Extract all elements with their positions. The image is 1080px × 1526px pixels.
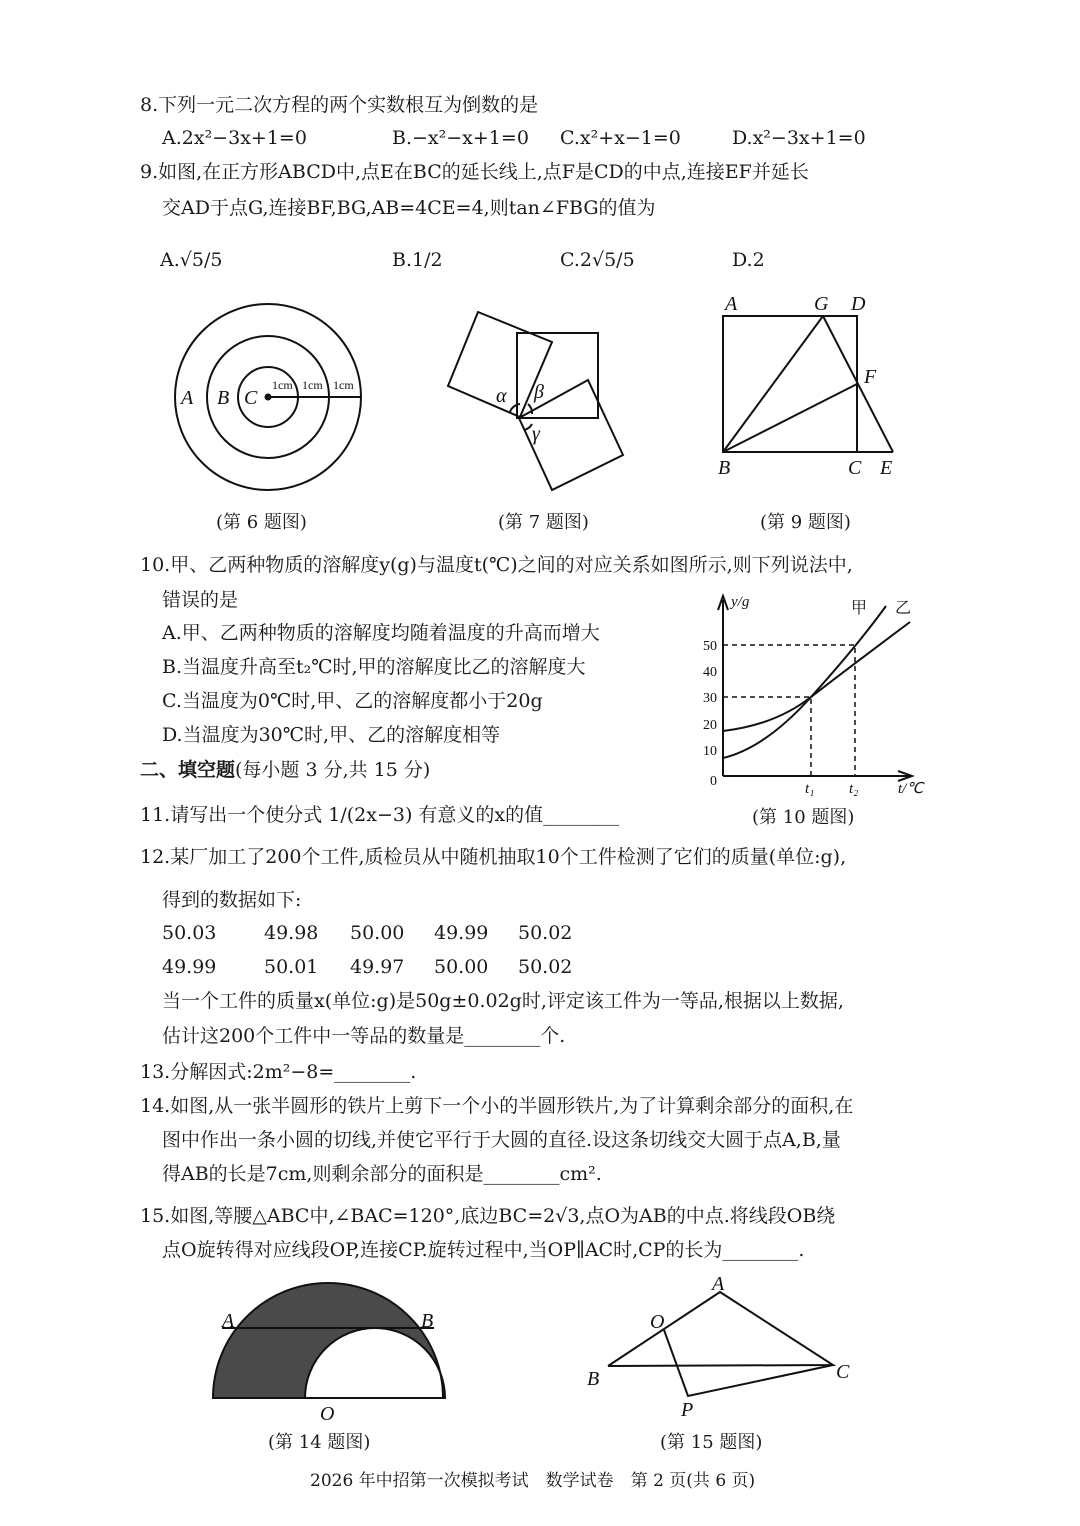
q12-row-1-v3: 50.00 bbox=[350, 922, 405, 944]
fig10-tick-40: 40 bbox=[703, 665, 717, 680]
fig7-label-beta: β bbox=[534, 381, 544, 403]
fig15-label-a: A bbox=[712, 1273, 725, 1295]
fig9-label-f: F bbox=[864, 366, 877, 388]
fig6-label-1cm-2: 1cm bbox=[302, 378, 323, 392]
q15-stem-1: 15.如图,等腰△ABC中,∠BAC=120°,底边BC=2√3,点O为AB的中点.将线段OB绕 bbox=[140, 1205, 836, 1227]
fig10-legend-jia: 甲 bbox=[851, 600, 868, 617]
fig9-label-b: B bbox=[718, 457, 731, 479]
q12-stem-3: 当一个工件的质量x(单位:g)是50g±0.02g时,评定该工件为一等品,根据以上数据, bbox=[162, 990, 844, 1012]
q12-row-1-v5: 50.02 bbox=[518, 922, 573, 944]
section-2-heading bbox=[140, 758, 430, 782]
fig10-y-axis-label: y/g bbox=[731, 594, 750, 610]
fig6-label-1cm-3: 1cm bbox=[333, 378, 354, 392]
fig15-label-c: C bbox=[836, 1361, 850, 1383]
q14-stem-1: 14.如图,从一张半圆形的铁片上剪下一个小的半圆形铁片,为了计算剩余部分的面积,在 bbox=[140, 1095, 854, 1117]
fig6-label-b: B bbox=[217, 387, 230, 409]
fig6-label-c: C bbox=[244, 387, 258, 409]
page-footer: 2026 年中招第一次模拟考试 数学试卷 第 2 页(共 6 页) bbox=[310, 1471, 756, 1491]
q8-option-a: A.2x²−3x+1=0 bbox=[162, 127, 307, 149]
fig14-label-b: B bbox=[421, 1310, 434, 1332]
q12-row-1-v2: 49.98 bbox=[264, 922, 319, 944]
q14-stem-3: 得AB的长是7cm,则剩余部分的面积是________cm². bbox=[162, 1163, 602, 1185]
section-2-title: 二、填空题 bbox=[140, 759, 236, 781]
fig15-label-b: B bbox=[587, 1368, 600, 1390]
q12-stem-4: 估计这200个工件中一等品的数量是________个. bbox=[162, 1025, 566, 1047]
q15-stem-2: 点O旋转得对应线段OP,连接CP.旋转过程中,当OP∥AC时,CP的长为________. bbox=[162, 1239, 805, 1261]
q10-option-c: C.当温度为0℃时,甲、乙的溶解度都小于20g bbox=[162, 690, 543, 712]
q9-option-c: C.2√5/5 bbox=[560, 249, 635, 271]
fig7-caption: (第 7 题图) bbox=[498, 512, 589, 533]
fig15-caption: (第 15 题图) bbox=[660, 1432, 763, 1453]
fig10-caption: (第 10 题图) bbox=[752, 807, 855, 828]
fig6-label-1cm-1: 1cm bbox=[272, 378, 293, 392]
q12-row-2-v4: 50.00 bbox=[434, 956, 489, 978]
fig10-curve-jia bbox=[723, 606, 886, 758]
fig10-tick-30: 30 bbox=[703, 691, 717, 706]
q9-option-d: D.2 bbox=[732, 249, 765, 271]
q14-stem-2: 图中作出一条小圆的切线,并使它平行于大圆的直径.设这条切线交大圆于点A,B,量 bbox=[162, 1129, 841, 1151]
q11-text: 11.请写出一个使分式 1/(2x−3) 有意义的x的值________ bbox=[140, 804, 620, 826]
fig10-tick-t2: t₂ bbox=[849, 781, 859, 797]
q9-stem-1: 9.如图,在正方形ABCD中,点E在BC的延长线上,点F是CD的中点,连接EF并延长 bbox=[140, 161, 809, 183]
q10-option-d: D.当温度为30℃时,甲、乙的溶解度相等 bbox=[162, 724, 501, 746]
fig10-tick-20: 20 bbox=[703, 718, 717, 733]
q12-row-2-v1: 49.99 bbox=[162, 956, 217, 978]
q8-stem: 8.下列一元二次方程的两个实数根互为倒数的是 bbox=[140, 94, 539, 116]
fig10-tick-50: 50 bbox=[703, 639, 717, 654]
q9-option-b: B.1/2 bbox=[392, 249, 443, 271]
fig10-legend-yi: 乙 bbox=[895, 600, 912, 617]
fig10-y-ticks bbox=[703, 639, 717, 789]
q12-row-2-v5: 50.02 bbox=[518, 956, 573, 978]
section-2-note: (每小题 3 分,共 15 分) bbox=[235, 759, 431, 781]
q13-text: 13.分解因式:2m²−8=________. bbox=[140, 1061, 417, 1083]
q10-stem-2: 错误的是 bbox=[162, 589, 239, 611]
q9-option-a: A.√5/5 bbox=[160, 249, 223, 271]
q9-stem-2: 交AD于点G,连接BF,BG,AB=4CE=4,则tan∠FBG的值为 bbox=[162, 197, 656, 219]
fig10-axes bbox=[718, 596, 912, 781]
fig14-label-o: O bbox=[320, 1403, 335, 1425]
q12-stem-1: 12.某厂加工了200个工件,质检员从中随机抽取10个工件检测了它们的质量(单位:g), bbox=[140, 846, 847, 868]
fig10-tick-10: 10 bbox=[703, 744, 717, 759]
q8-option-c: C.x²+x−1=0 bbox=[560, 127, 681, 149]
fig15-triangle bbox=[608, 1292, 833, 1396]
q10-option-a: A.甲、乙两种物质的溶解度均随着温度的升高而增大 bbox=[162, 622, 600, 644]
fig6-label-a: A bbox=[181, 387, 194, 409]
q12-row-1-v4: 49.99 bbox=[434, 922, 489, 944]
fig7-label-alpha: α bbox=[496, 385, 507, 407]
fig10-tick-t1: t₁ bbox=[805, 781, 815, 797]
q8-option-d: D.x²−3x+1=0 bbox=[732, 127, 866, 149]
q8-option-b: B.−x²−x+1=0 bbox=[392, 127, 529, 149]
fig15-label-o: O bbox=[650, 1311, 665, 1333]
fig9-label-d: D bbox=[851, 293, 866, 315]
fig10-curve-yi bbox=[723, 622, 910, 731]
fig10-tick-0: 0 bbox=[710, 774, 717, 789]
fig9-caption: (第 9 题图) bbox=[760, 512, 851, 533]
fig9-label-e: E bbox=[880, 457, 893, 479]
fig10-x-axis-label: t/℃ bbox=[898, 781, 924, 797]
fig7-label-gamma: γ bbox=[532, 423, 540, 445]
fig9-label-g: G bbox=[814, 293, 829, 315]
q10-option-b: B.当温度升高至t₂℃时,甲的溶解度比乙的溶解度大 bbox=[162, 656, 586, 678]
q12-row-2-v2: 50.01 bbox=[264, 956, 319, 978]
fig6-caption: (第 6 题图) bbox=[216, 512, 307, 533]
fig14-shaded-region bbox=[213, 1283, 445, 1398]
q12-stem-2: 得到的数据如下: bbox=[162, 889, 302, 911]
fig6-center-dot bbox=[265, 394, 272, 401]
q12-row-1-v1: 50.03 bbox=[162, 922, 217, 944]
fig9-label-a: A bbox=[725, 293, 738, 315]
fig15-label-p: P bbox=[681, 1399, 694, 1421]
fig14-caption: (第 14 题图) bbox=[268, 1432, 371, 1453]
fig14-label-a: A bbox=[222, 1310, 235, 1332]
q10-stem-1: 10.甲、乙两种物质的溶解度y(g)与温度t(℃)之间的对应关系如图所示,则下列说法中, bbox=[140, 554, 853, 576]
fig9-label-c: C bbox=[848, 457, 862, 479]
q12-row-2-v3: 49.97 bbox=[350, 956, 405, 978]
